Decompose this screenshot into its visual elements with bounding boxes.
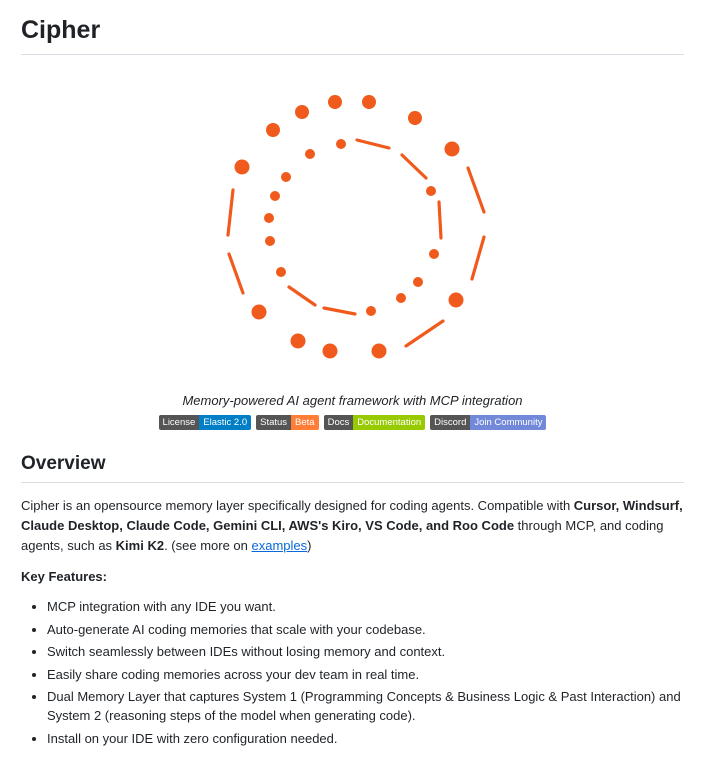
logo-dot: [323, 344, 338, 359]
logo-dash: [289, 287, 315, 305]
badge-label: License: [159, 415, 200, 430]
list-item: • Dual Memory Layer that captures System 1 (Programming Concepts & Business Logic & Past Interaction) and System 2 (reasoning steps of the model when generating code).: [47, 687, 684, 725]
logo-dot: [413, 277, 423, 287]
badge-value: Elastic 2.0: [199, 415, 251, 430]
badge-value: Join Community: [470, 415, 546, 430]
badge-label: Docs: [324, 415, 354, 430]
logo-dash: [402, 155, 426, 178]
overview-heading: Overview: [21, 452, 684, 483]
logo-dash: [324, 308, 355, 314]
intro-tools: Cursor, Windsurf, Claude Desktop, Claude Code, Gemini CLI, AWS's Kiro, VS Code, and Roo Code: [21, 498, 683, 533]
intro-text: ): [307, 538, 312, 553]
logo-dot: [449, 293, 464, 308]
list-item: • MCP integration with any IDE you want.: [47, 597, 684, 616]
logo-dot: [291, 334, 306, 349]
logo-dash: [468, 168, 484, 212]
logo-dot: [235, 160, 250, 175]
logo-dot: [408, 111, 422, 125]
cipher-ring-logo: [21, 55, 684, 385]
logo-dot: [281, 172, 291, 182]
list-item: • Auto-generate AI coding memories that scale with your codebase.: [47, 620, 684, 639]
logo-dot: [362, 95, 376, 109]
badge-discord[interactable]: [430, 415, 546, 430]
logo-dot: [366, 306, 376, 316]
intro-model: Kimi K2: [115, 538, 165, 553]
logo-dash: [357, 140, 389, 148]
logo-dot: [445, 142, 460, 157]
logo-dot: [252, 305, 267, 320]
logo-dot: [328, 95, 342, 109]
logo-dot: [265, 236, 275, 246]
logo-container: [21, 55, 684, 385]
logo-dot: [270, 191, 280, 201]
intro-text: through MCP, and coding agents, such as: [21, 518, 664, 553]
logo-dash: [439, 202, 441, 238]
logo-dash: [229, 254, 243, 293]
badge-docs[interactable]: [324, 415, 426, 430]
logo-dot: [295, 105, 309, 119]
logo-dot: [276, 267, 286, 277]
badge-status[interactable]: [256, 415, 318, 430]
logo-dot: [426, 186, 436, 196]
key-features-label: Key Features:: [21, 569, 107, 584]
list-item: • Easily share coding memories across your dev team in real time.: [47, 665, 684, 684]
logo-dot: [305, 149, 315, 159]
tagline: Memory-powered AI agent framework with MCP integration: [182, 393, 523, 408]
logo-dot: [429, 249, 439, 259]
badge-label: Status: [256, 415, 291, 430]
page-title: Cipher: [21, 0, 684, 55]
intro-text: Cipher is an opensource memory layer specifically designed for coding agents. Compatible with: [21, 498, 574, 513]
feature-list: [21, 597, 684, 748]
logo-dot: [396, 293, 406, 303]
logo-dot: [266, 123, 280, 137]
badge-label: Discord: [430, 415, 470, 430]
logo-dot: [372, 344, 387, 359]
list-item: • Switch seamlessly between IDEs without losing memory and context.: [47, 642, 684, 661]
logo-dot: [264, 213, 274, 223]
list-item: • Install on your IDE with zero configuration needed.: [47, 729, 684, 748]
badge-license[interactable]: [159, 415, 252, 430]
logo-dot: [336, 139, 346, 149]
logo-dash: [406, 321, 443, 346]
badge-value: Documentation: [353, 415, 425, 430]
intro-text: . (see more on: [164, 538, 252, 553]
logo-dash: [228, 190, 233, 235]
badge-value: Beta: [291, 415, 319, 430]
examples-link[interactable]: examples: [251, 538, 308, 553]
badge-row: [21, 415, 684, 430]
overview-intro: [21, 496, 684, 556]
logo-dash: [472, 237, 484, 279]
